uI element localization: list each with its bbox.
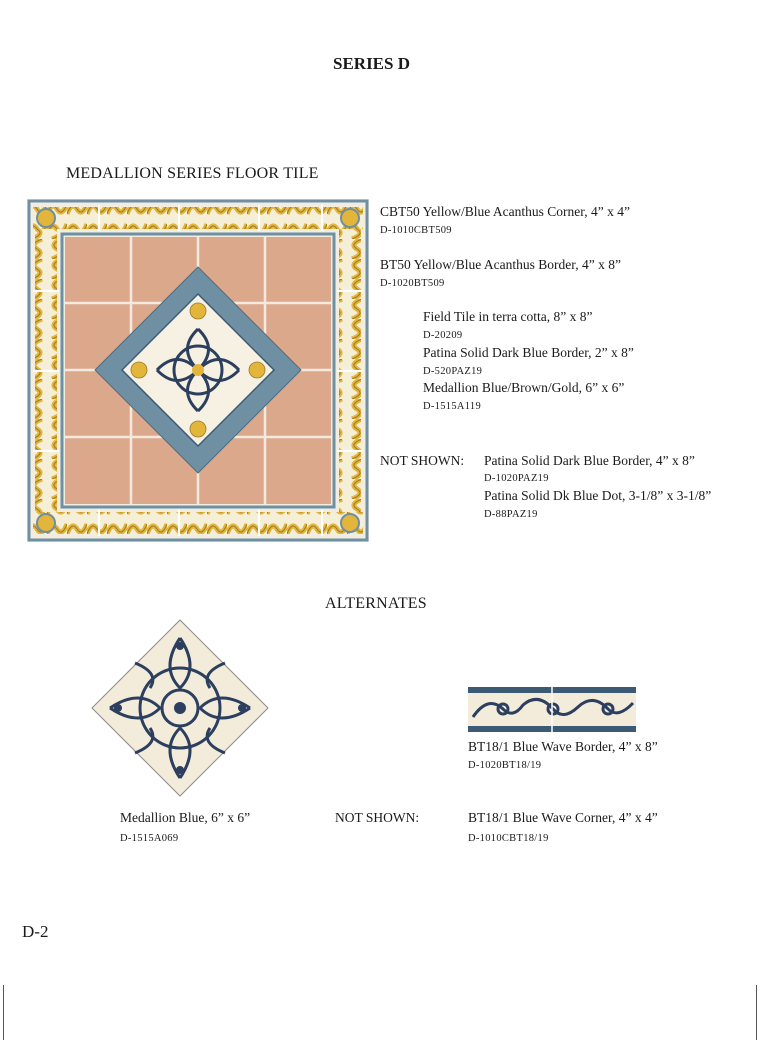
blue-wave-border-code: D-1020BT18/19 xyxy=(468,760,542,771)
item-code-field-tile: D-20209 xyxy=(423,330,463,341)
item-name-field-tile: Field Tile in terra cotta, 8” x 8” xyxy=(423,309,593,324)
item-name-patina-border: Patina Solid Dark Blue Border, 2” x 8” xyxy=(423,345,634,360)
item-name-border: BT50 Yellow/Blue Acanthus Border, 4” x 8” xyxy=(380,257,621,272)
scan-edge-mark-left xyxy=(3,985,4,1040)
blue-wave-corner-code: D-1010CBT18/19 xyxy=(468,833,549,844)
not-shown-item-code-2: D-88PAZ19 xyxy=(484,509,538,520)
item-code-medallion: D-1515A119 xyxy=(423,401,482,412)
alternates-heading: ALTERNATES xyxy=(325,595,427,612)
item-code-corner: D-1010CBT509 xyxy=(380,225,452,236)
item-code-patina-border: D-520PAZ19 xyxy=(423,366,483,377)
blue-wave-border-image xyxy=(468,687,636,732)
blue-wave-corner-name: BT18/1 Blue Wave Corner, 4” x 4” xyxy=(468,810,658,825)
scan-edge-mark-right xyxy=(756,985,757,1040)
item-name-medallion: Medallion Blue/Brown/Gold, 6” x 6” xyxy=(423,380,625,395)
not-shown-label: NOT SHOWN: xyxy=(380,453,465,468)
not-shown-item-name-2: Patina Solid Dk Blue Dot, 3-1/8” x 3-1/8” xyxy=(484,488,712,503)
medallion-section-heading: MEDALLION SERIES FLOOR TILE xyxy=(66,165,319,182)
not-shown-item-name-1: Patina Solid Dark Blue Border, 4” x 8” xyxy=(484,453,695,468)
medallion-floor-tile-image xyxy=(27,199,369,542)
medallion-blue-name: Medallion Blue, 6” x 6” xyxy=(120,810,251,825)
not-shown-item-code-1: D-1020PAZ19 xyxy=(484,473,549,484)
page-number: D-2 xyxy=(22,922,49,941)
page-title: SERIES D xyxy=(333,54,411,73)
item-name-corner: CBT50 Yellow/Blue Acanthus Corner, 4” x 4” xyxy=(380,204,630,219)
medallion-blue-image xyxy=(90,618,270,798)
item-code-border: D-1020BT509 xyxy=(380,278,445,289)
medallion-blue-code: D-1515A069 xyxy=(120,833,179,844)
alternates-not-shown-label: NOT SHOWN: xyxy=(335,810,420,825)
blue-wave-border-name: BT18/1 Blue Wave Border, 4” x 8” xyxy=(468,739,658,754)
